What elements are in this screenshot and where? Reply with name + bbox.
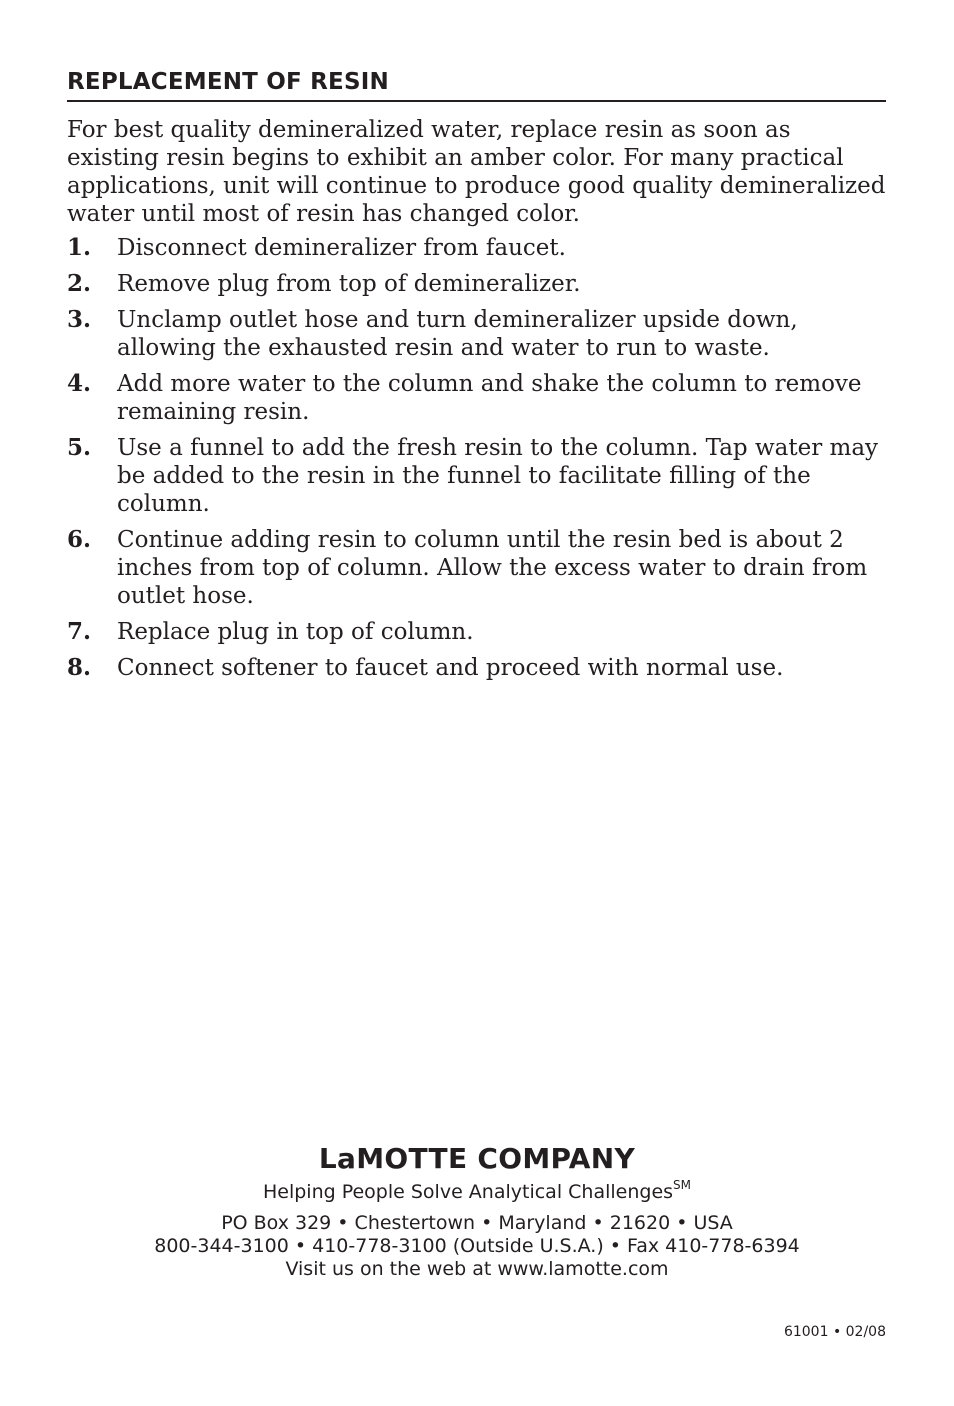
- list-item: [67, 270, 887, 298]
- service-mark: SM: [673, 1178, 692, 1192]
- step-number: 3.: [67, 306, 92, 333]
- company-phone: 800-344-3100 • 410-778-3100 (Outside U.S.A.) • Fax 410-778-6394: [154, 1235, 800, 1257]
- tagline-text: Helping People Solve Analytical Challenges: [262, 1181, 674, 1203]
- list-item: [67, 618, 887, 646]
- list-item: [67, 434, 887, 518]
- step-text: Replace plug in top of column.: [117, 619, 474, 645]
- step-text: Unclamp outlet hose and turn demineralizer upside down, allowing the exhausted resin and water to run to waste.: [117, 307, 798, 361]
- section-heading: REPLACEMENT OF RESIN: [67, 66, 886, 102]
- company-tagline: [0, 1178, 954, 1206]
- intro-paragraph: For best quality demineralized water, replace resin as soon as existing resin begins to exhibit an amber color. For many practical applications, unit will continue to produce good quality demineralized water until most of resin has changed color.: [67, 117, 886, 227]
- step-text: Add more water to the column and shake the column to remove remaining resin.: [117, 371, 862, 425]
- step-text: Continue adding resin to column until the resin bed is about 2 inches from top of column. Allow the excess water to drain from outlet hose.: [117, 527, 868, 609]
- steps-list: [67, 234, 887, 690]
- list-item: [67, 306, 887, 362]
- step-number: 6.: [67, 526, 92, 553]
- list-item: [67, 370, 887, 426]
- list-item: [67, 654, 887, 682]
- company-website: Visit us on the web at www.lamotte.com: [285, 1258, 669, 1280]
- step-number: 5.: [67, 434, 92, 461]
- step-number: 4.: [67, 370, 92, 397]
- document-number: 61001 • 02/08: [783, 1324, 886, 1340]
- step-number: 7.: [67, 618, 92, 645]
- step-number: 1.: [67, 234, 92, 261]
- company-name: LaMOTTE COMPANY: [318, 1142, 636, 1175]
- step-text: Remove plug from top of demineralizer.: [117, 271, 581, 297]
- step-number: 8.: [67, 654, 92, 681]
- step-text: Disconnect demineralizer from faucet.: [117, 235, 566, 261]
- step-text: Use a funnel to add the fresh resin to the column. Tap water may be added to the resin in the funnel to facilitate filling of the column.: [117, 435, 879, 517]
- list-item: [67, 526, 887, 610]
- list-item: [67, 234, 887, 262]
- step-number: 2.: [67, 270, 92, 297]
- step-text: Connect softener to faucet and proceed with normal use.: [117, 655, 784, 681]
- company-address: PO Box 329 • Chestertown • Maryland • 21620 • USA: [221, 1212, 733, 1234]
